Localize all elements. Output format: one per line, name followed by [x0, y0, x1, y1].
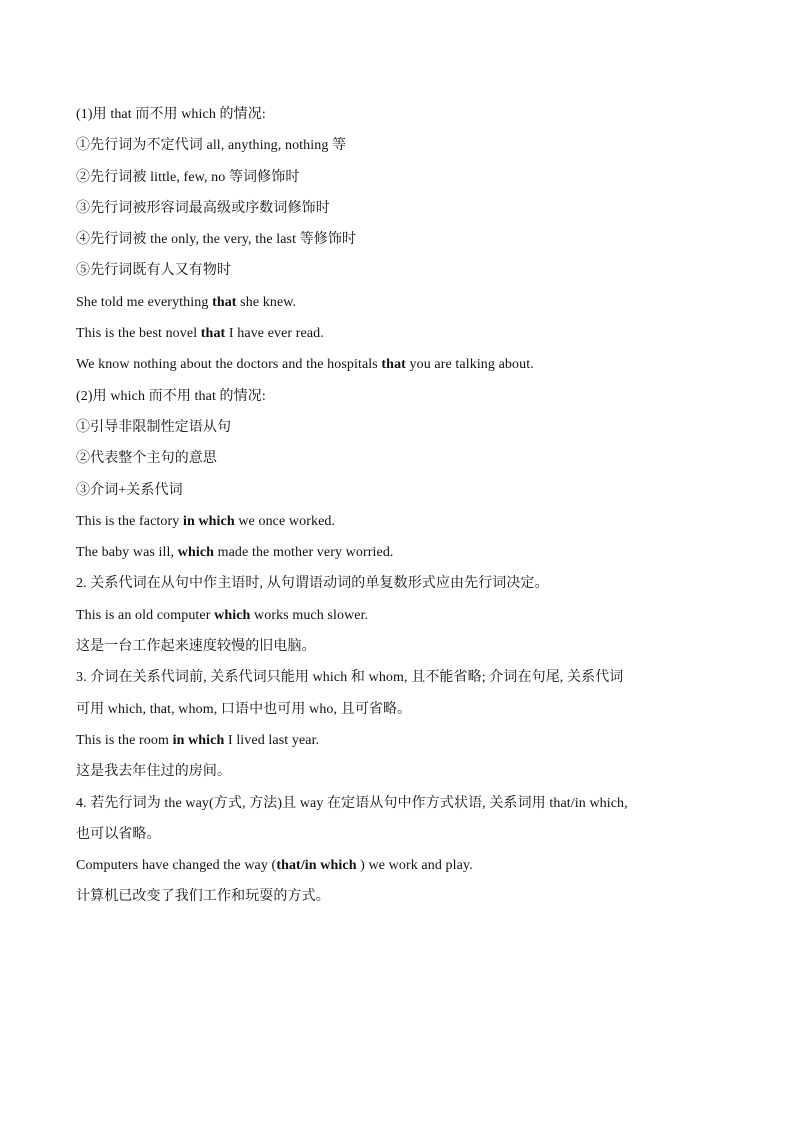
- text-segment: Computers have changed the way (: [76, 858, 277, 874]
- text-line: [76, 756, 726, 787]
- text-segment: 这是我去年住过的房间。: [76, 764, 232, 780]
- text-segment: she knew.: [236, 294, 297, 310]
- text-segment: She told me everything: [76, 294, 213, 310]
- text-line: [76, 130, 726, 161]
- text-segment: ④先行词被 the only, the very, the last 等修饰时: [76, 232, 357, 248]
- text-segment: I lived last year.: [224, 732, 320, 748]
- text-segment: 也可以省略。: [76, 826, 161, 842]
- text-line: [76, 475, 726, 506]
- text-line: [76, 193, 726, 224]
- bold-keyword: that: [381, 357, 406, 373]
- bold-keyword: that/in which: [276, 858, 357, 874]
- text-line: [76, 162, 726, 193]
- text-segment: 2. 关系代词在从句中作主语时, 从句谓语动词的单复数形式应由先行词决定。: [76, 576, 549, 592]
- text-segment: ①引导非限制性定语从句: [76, 419, 232, 435]
- text-line: [76, 224, 726, 255]
- text-line: [76, 349, 726, 380]
- text-line: [76, 537, 726, 568]
- text-segment: This is the best novel: [76, 326, 201, 342]
- text-line: [76, 318, 726, 349]
- bold-keyword: which: [214, 607, 251, 623]
- text-line: [76, 694, 726, 725]
- text-segment: 4. 若先行词为 the way(方式, 方法)且 way 在定语从句中作方式状语, 关系词用 that/in which,: [76, 795, 628, 811]
- document-page: [76, 99, 726, 913]
- text-segment: ②代表整个主句的意思: [76, 451, 217, 467]
- text-segment: This is an old computer: [76, 607, 215, 623]
- text-segment: 这是一台工作起来速度较慢的旧电脑。: [76, 639, 316, 655]
- text-segment: 可用 which, that, whom, 口语中也可用 who, 且可省略。: [76, 701, 412, 717]
- bold-keyword: in which: [172, 732, 225, 748]
- text-segment: you are talking about.: [405, 357, 534, 373]
- text-segment: This is the factory: [76, 513, 183, 529]
- text-segment: ⑤先行词既有人又有物时: [76, 263, 232, 279]
- bold-keyword: in which: [182, 513, 235, 529]
- text-segment: ①先行词为不定代词 all, anything, nothing 等: [76, 138, 347, 154]
- text-segment: (1)用 that 而不用 which 的情况:: [76, 107, 266, 122]
- text-segment: made the mother very worried.: [214, 545, 394, 561]
- text-segment: ) we work and play.: [356, 858, 473, 874]
- text-line: [76, 788, 726, 819]
- text-line: [76, 412, 726, 443]
- text-line: [76, 506, 726, 537]
- text-line: [76, 881, 726, 912]
- text-segment: 3. 介词在关系代词前, 关系代词只能用 which 和 whom, 且不能省略; 介词在句尾, 关系代词: [76, 670, 624, 686]
- bold-keyword: that: [200, 326, 226, 342]
- text-line: [76, 662, 726, 693]
- text-segment: We know nothing about the doctors and the hospitals: [76, 357, 382, 373]
- text-line: [76, 381, 726, 412]
- text-line: [76, 725, 726, 756]
- text-segment: ③先行词被形容词最高级或序数词修饰时: [76, 200, 330, 216]
- bold-keyword: that: [212, 294, 237, 310]
- text-segment: ③介词+关系代词: [76, 482, 183, 498]
- text-segment: I have ever read.: [225, 326, 324, 342]
- text-line: [76, 287, 726, 318]
- text-segment: The baby was ill,: [76, 545, 178, 561]
- text-line: [76, 850, 726, 881]
- bold-keyword: which: [177, 545, 215, 561]
- text-segment: ②先行词被 little, few, no 等词修饰时: [76, 169, 300, 185]
- text-line: [76, 568, 726, 599]
- text-segment: we once worked.: [234, 513, 336, 529]
- text-line: [76, 631, 726, 662]
- text-segment: works much slower.: [250, 607, 369, 623]
- text-segment: This is the room: [76, 732, 173, 748]
- text-line: [76, 819, 726, 850]
- text-line: [76, 255, 726, 286]
- text-line: [76, 600, 726, 631]
- text-segment: (2)用 which 而不用 that 的情况:: [76, 388, 266, 404]
- text-segment: 计算机已改变了我们工作和玩耍的方式。: [76, 889, 330, 905]
- text-line: [76, 443, 726, 474]
- text-line: [76, 99, 726, 130]
